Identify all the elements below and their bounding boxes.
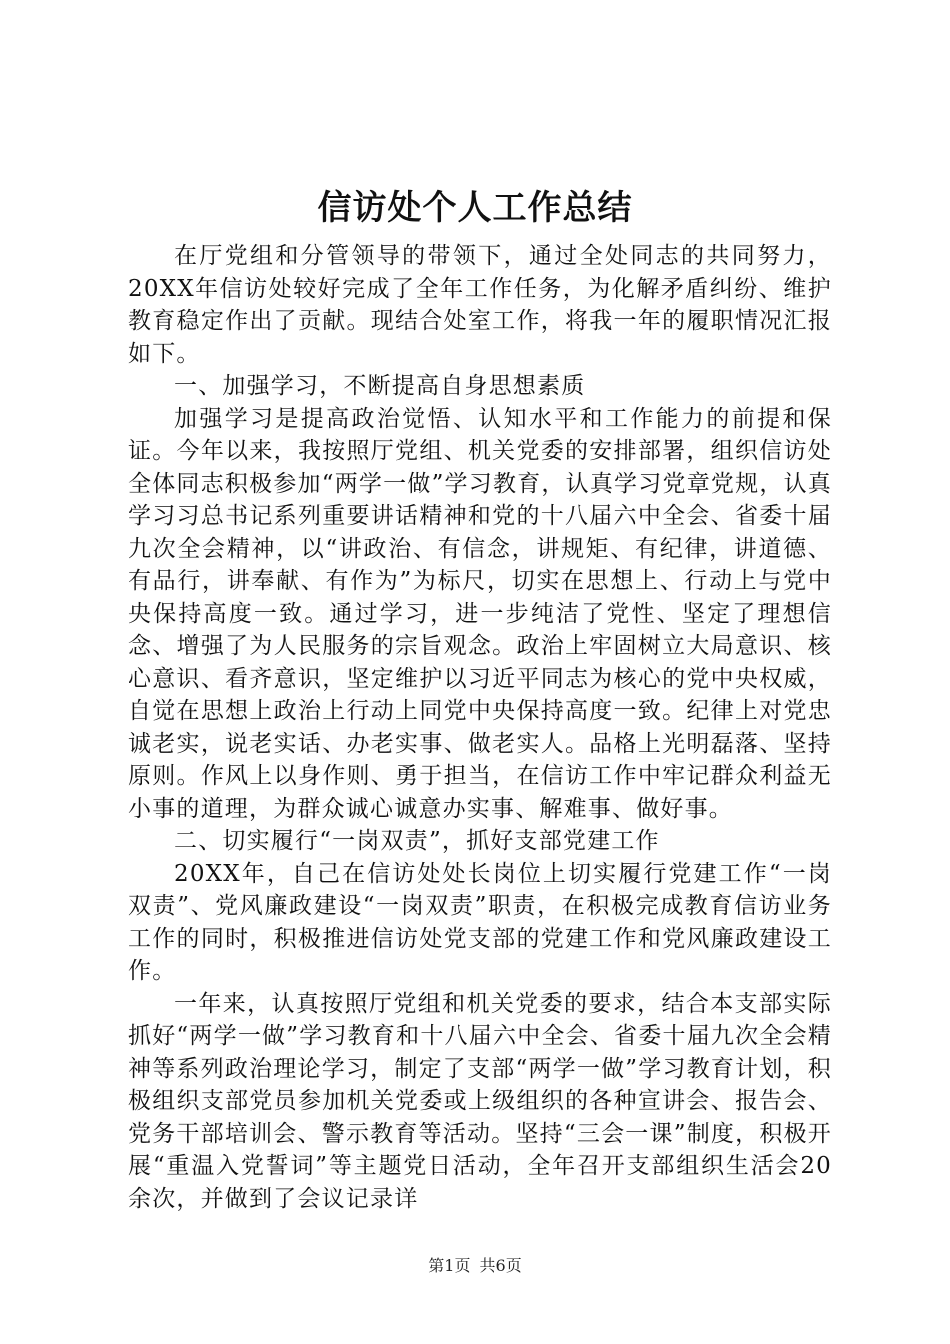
section-heading-2: 二、切实履行“一岗双责”，抓好支部党建工作 <box>174 828 660 854</box>
page-total: 共6页 <box>479 1256 522 1275</box>
document-title: 信访处个人工作总结 <box>317 188 633 228</box>
document-body <box>128 240 832 1215</box>
section-2-paragraph-1: 20XX年，自己在信访处处长岗位上切实履行党建工作“一岗双责”、党风廉政建设“一岗双责”职责，在积极完成教育信访业务工作的同时，积极推进信访处党支部的党建工作和党风廉政建设工作。 <box>128 860 832 984</box>
page-footer <box>0 1256 950 1276</box>
section-1-paragraph: 加强学习是提高政治觉悟、认知水平和工作能力的前提和保证。今年以来，我按照厅党组、机关党委的安排部署，组织信访处全体同志积极参加“两学一做”学习教育，认真学习党章党规，认真学习习总书记系列重要讲话精神和党的十八届六中全会、省委十届九次全会精神，以“讲政治、有信念，讲规矩、有纪律，讲道德、有品行，讲奉献、有作为”为标尺，切实在思想上、行动上与党中央保持高度一致。通过学习，进一步纯洁了党性、坚定了理想信念、增强了为人民服务的宗旨观念。政治上牢固树立大局意识、核心意识、看齐意识，坚定维护以习近平同志为核心的党中央权威，自觉在思想上政治上行动上同党中央保持高度一致。纪律上对党忠诚老实，说老实话、办老实事、做老实人。品格上光明磊落、坚持原则。作风上以身作则、勇于担当，在信访工作中牢记群众利益无小事的道理，为群众诚心诚意办实事、解难事、做好事。 <box>128 405 832 822</box>
intro-paragraph: 在厅党组和分管领导的带领下，通过全处同志的共同努力，20XX年信访处较好完成了全年工作任务，为化解矛盾纠纷、维护教育稳定作出了贡献。现结合处室工作，将我一年的履职情况汇报如下。 <box>128 243 832 367</box>
section-2-paragraph-2: 一年来，认真按照厅党组和机关党委的要求，结合本支部实际抓好“两学一做”学习教育和十八届六中全会、省委十届九次全会精神等系列政治理论学习，制定了支部“两学一做”学习教育计划，积极组织支部党员参加机关党委或上级组织的各种宣讲会、报告会、党务干部培训会、警示教育等活动。坚持“三会一课”制度，积极开展“重温入党誓词”等主题党日活动，全年召开支部组织生活会20余次，并做到了会议记录详 <box>128 990 832 1212</box>
section-heading-1: 一、加强学习，不断提高自身思想素质 <box>174 373 586 399</box>
page-number: 第1页 <box>428 1256 471 1275</box>
